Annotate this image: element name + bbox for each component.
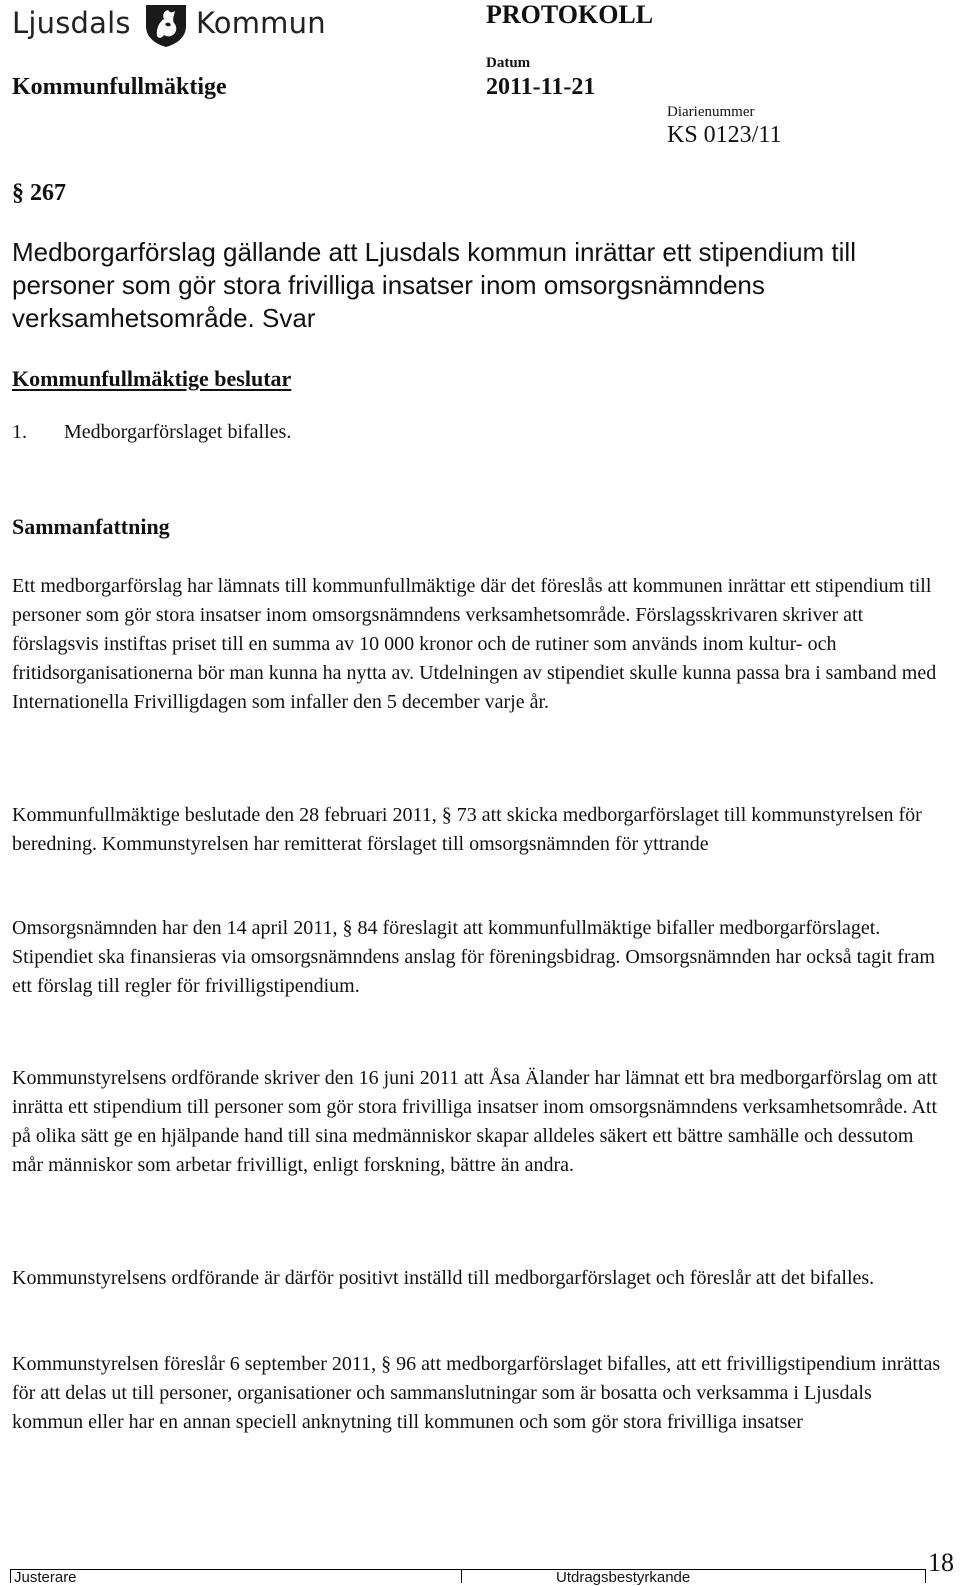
coat-of-arms-icon (142, 2, 190, 48)
page-number: 18 (928, 1548, 954, 1577)
footer-cell-divider (461, 1569, 462, 1583)
registration-number: KS 0123/11 (667, 122, 782, 148)
committee-name: Kommunfullmäktige (12, 74, 227, 100)
logo-word-left: Ljusdals (12, 6, 131, 40)
summary-paragraph: Kommunstyrelsens ordförande skriver den 16 juni 2011 att Åsa Älander har lämnat ett bra medborgarförslag om att inrätta ett stipendium till personer som gör stora frivilliga insatser inom omsorgsnämndens verksamhetsområde. Att på olika sätt ge en hjälpande hand till sina medmänniskor skapar alldeles säkert ett bättre samhälle och dessutom mår människor som arbetar frivilligt, enligt forskning, bättre än andra. (12, 1067, 938, 1176)
summary-paragraph: Kommunstyrelsen föreslår 6 september 2011, § 96 att medborgarförslaget bifalles, att ett frivilligstipendium inrättas för att delas ut till personer, organisationer och sammanslutningar som är bosatta och verksamma i Ljusdals kommun eller har en annan speciell anknytning till kommunen och som gör stora frivilliga insatser (12, 1353, 941, 1433)
footer-cell-divider (10, 1569, 11, 1583)
footer-cell-divider (925, 1569, 926, 1583)
summary-paragraph: Omsorgsnämnden har den 14 april 2011, § 84 föreslagit att kommunfullmäktige bifaller medborgarförslaget. Stipendiet ska finansieras via omsorgsnämndens anslag för föreningsbidrag. Omsorgsnämnden har också tagit fram ett förslag till regler för frivilligstipendium. (12, 917, 935, 997)
summary-paragraph: Kommunstyrelsens ordförande är därför positivt inställd till medborgarförslaget och föreslår att det bifalles. (12, 1267, 875, 1289)
document-type: PROTOKOLL (486, 0, 654, 29)
decision-heading: Kommunfullmäktige beslutar (12, 366, 292, 391)
logo-word-right: Kommun (196, 6, 326, 40)
justerare-label: Justerare (14, 1569, 77, 1586)
meeting-date: 2011-11-21 (486, 74, 596, 100)
footer-rule (10, 1569, 926, 1570)
subject-heading: Medborgarförslag gällande att Ljusdals kommun inrättar ett stipendium till personer som gör stora frivilliga insatser inom omsorgsnämndens verksamhetsområde. Svar (12, 237, 856, 333)
decision-item-text: Medborgarförslaget bifalles. (64, 421, 292, 443)
registration-number-label: Diarienummer (667, 104, 755, 120)
municipality-logo (12, 2, 332, 48)
summary-paragraph: Ett medborgarförslag har lämnats till kommunfullmäktige där det föreslås att kommunen inrättar ett stipendium till personer som gör stora insatser inom omsorgsnämndens verksamhetsområde. Förslagsskrivaren skriver att förslagsvis instiftas priset till en summa av 10 000 kronor och de rutiner som används inom kultur- och fritidsorganisationerna bör man kunna ha nytta av. Utdelningen av stipendiet skulle kunna passa bra i samband med Internationella Frivilligdagen som infaller den 5 december varje år. (12, 575, 937, 713)
decision-item-number: 1. (12, 421, 27, 443)
date-label: Datum (486, 55, 531, 71)
paragraph-number: § 267 (12, 180, 66, 206)
summary-paragraph: Kommunfullmäktige beslutade den 28 februari 2011, § 73 att skicka medborgarförslaget till kommunstyrelsen för beredning. Kommunstyrelsen har remitterat förslaget till omsorgsnämnden för yttrande (12, 804, 922, 855)
utdragsbestyrkande-label: Utdragsbestyrkande (556, 1569, 691, 1586)
decision-item (12, 421, 291, 444)
summary-heading: Sammanfattning (12, 514, 170, 539)
